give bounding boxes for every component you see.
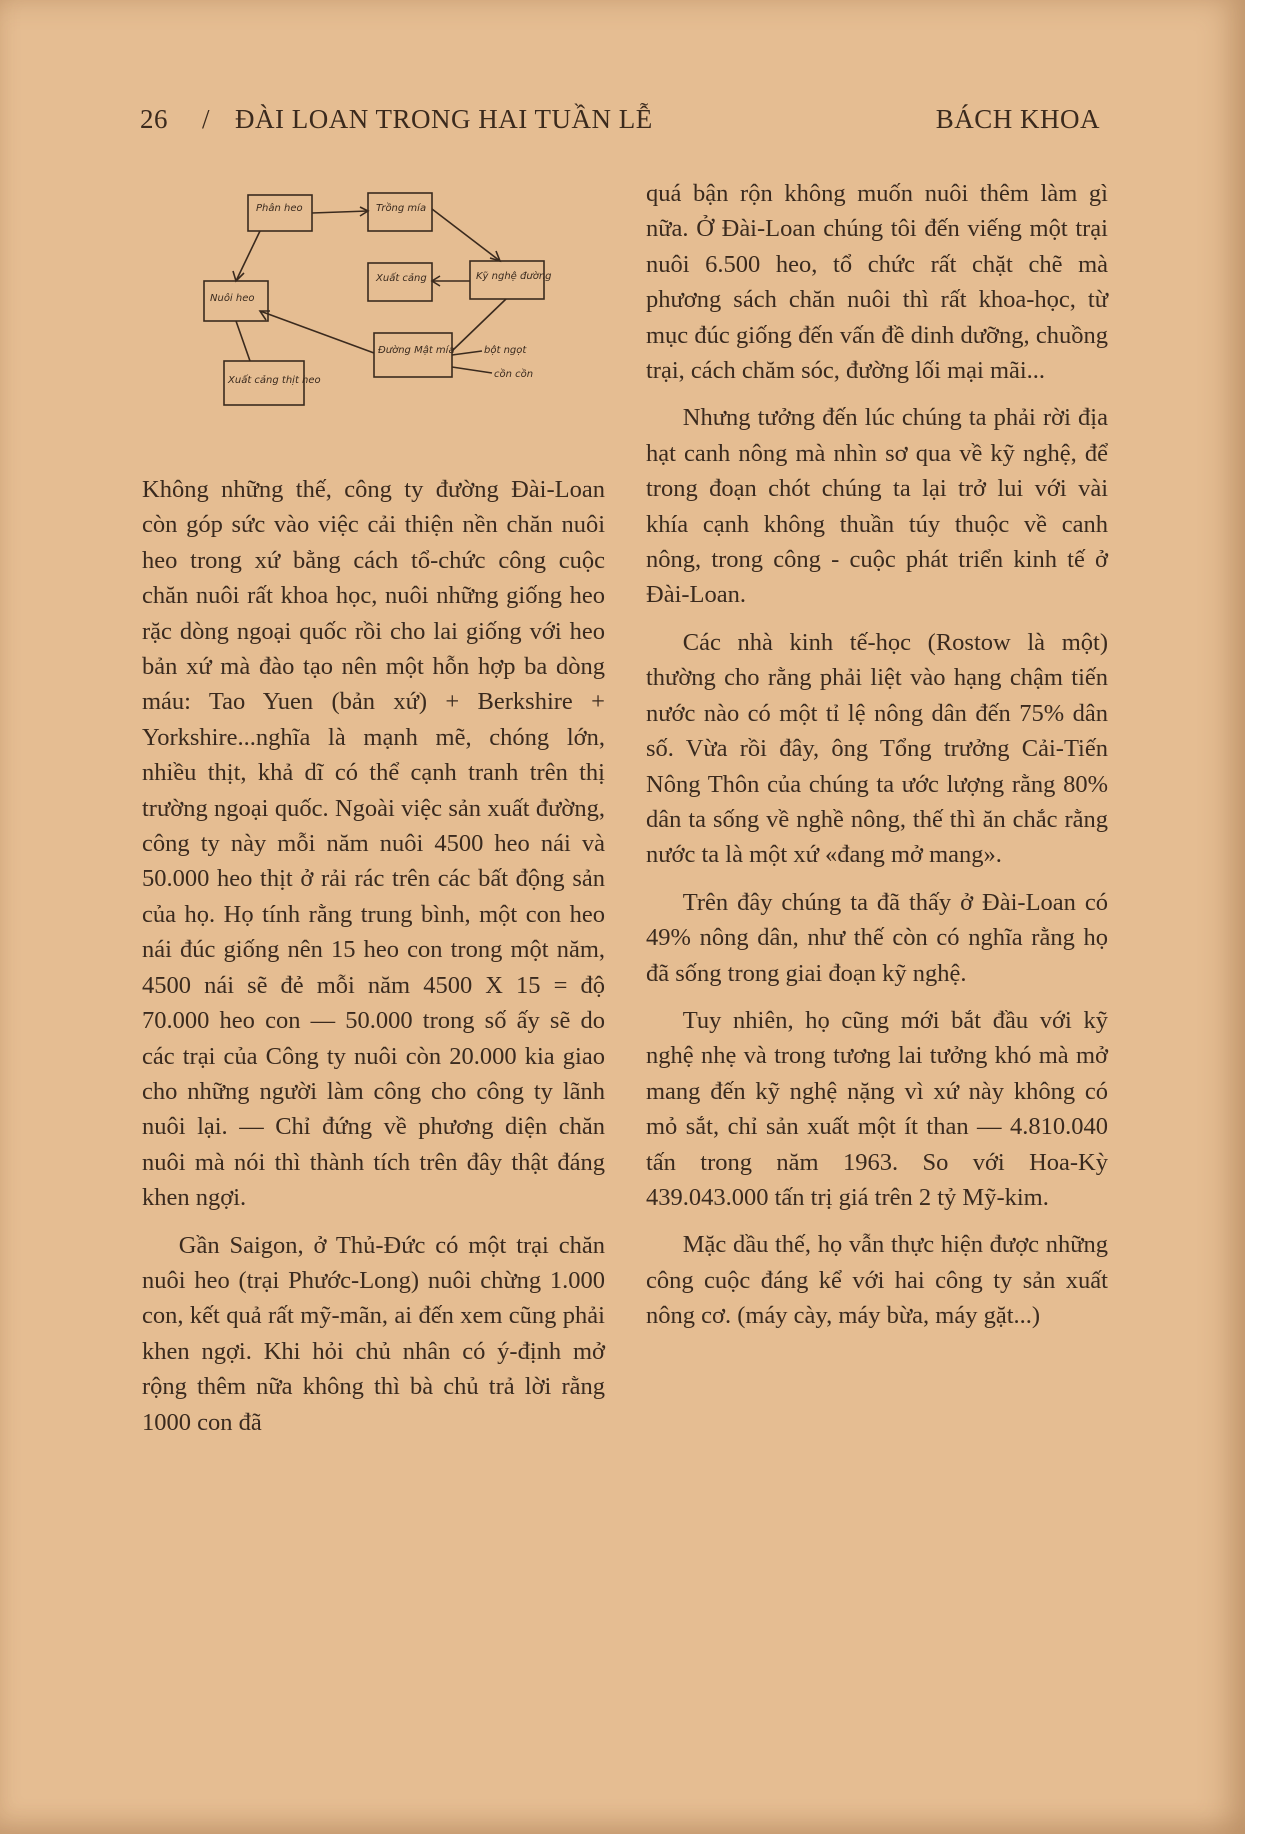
node-trong-mia-label: Trồng mía [376, 203, 427, 214]
arrow-1 [312, 211, 368, 213]
right-paragraph-1: quá bận rộn không muốn nuôi thêm làm gì nữa. Ở Đài-Loan chúng tôi đến viếng một trại nuôi 6.500 heo, tổ chức rất chặt chẽ mà phương sách chăn nuôi thì rất khoa-học, từ mục đúc giống đến vấn đề dinh dưỡng, chuồng trại, cách chăm sóc, đường lối mại mãi... [646, 180, 1108, 385]
flow-diagram [200, 183, 572, 418]
node-phan-heo-label: Phân heo [256, 203, 303, 214]
left-column [142, 472, 605, 1440]
right-paragraph-5: Tuy nhiên, họ cũng mới bắt đầu với kỹ nghệ nhẹ và trong tương lai tưởng khó mà mở mang đến kỹ nghệ nặng vì xứ này không có mỏ sắt, chỉ sản xuất một ít than — 4.810.040 tấn trong năm 1963. So với Hoa-Kỳ 439.043.000 tấn trị giá trên 2 tỷ Mỹ-kim. [646, 1006, 1108, 1211]
right-column [646, 176, 1108, 1334]
node-xuat-cang-thit-heo-label: Xuất cảng thịt heo [228, 375, 321, 386]
flow-diagram-svg [200, 183, 572, 418]
node-ky-nghe-duong-label: Kỹ nghệ đường [476, 271, 552, 282]
left-paragraph-1: Không những thế, công ty đường Đài-Loan còn góp sức vào việc cải thiện nền chăn nuôi heo trong xứ bằng cách tổ-chức công cuộc chăn nuôi rất khoa học, nuôi những giống heo rặc dòng ngoại quốc rồi cho lai giống với heo bản xứ mà đào tạo nên một hỗn hợp ba dòng máu: Tao Yuen (bản xứ) + Berkshire + Yorkshire...nghĩa là mạnh mẽ, chóng lớn, nhiều thịt, khả dĩ có thể cạnh tranh trên thị trường ngoại quốc. Ngoài việc sản xuất đường, công ty này mỗi năm nuôi 4500 heo nái và 50.000 heo thịt ở rải rác trên các bất động sản của họ. Họ tính rằng trung bình, một con heo nái đúc giống nên 15 heo con trong một năm, 4500 nái sẽ đẻ mỗi năm 4500 X 15 = độ 70.000 heo con — 50.000 trong số ấy sẽ do các trại của Công ty nuôi còn 20.000 kia giao cho những người làm công cho công ty lãnh nuôi lại. — Chỉ đứng về phương diện chăn nuôi mà nói thì thành tích trên đây thật đáng khen ngợi. [142, 476, 605, 1212]
page-number: 26 [140, 104, 168, 134]
arrow-4 [452, 299, 506, 351]
header-separator: / [202, 104, 211, 134]
arrow-5 [236, 231, 260, 281]
node-duong-mat-mia-label: Đường Mật mía [378, 345, 455, 356]
node-nuoi-heo-label: Nuôi heo [210, 293, 255, 304]
magazine-name: BÁCH KHOA [935, 104, 1100, 134]
right-paragraph-6: Mặc dầu thế, họ vẫn thực hiện được những công cuộc đáng kể với hai công ty sản xuất nông cơ. (máy cày, máy bừa, máy gặt...) [646, 1231, 1108, 1330]
article-title: ĐÀI LOAN TRONG HAI TUẦN LỄ [235, 104, 653, 134]
arrow-9 [452, 367, 492, 373]
node-bot-ngot-label: bột ngọt [484, 345, 527, 356]
node-xuat-cang-label: Xuất cảng [376, 273, 427, 284]
right-paragraph-4: Trên đây chúng ta đã thấy ở Đài-Loan có 49% nông dân, như thế còn có nghĩa rằng họ đã sống trong giai đoạn kỹ nghệ. [646, 888, 1108, 987]
right-paragraph-3: Các nhà kinh tế-học (Rostow là một) thường cho rằng phải liệt vào hạng chậm tiến nước nào có một tỉ lệ nông dân đến 75% dân số. Vừa rồi đây, ông Tổng trưởng Cải-Tiến Nông Thôn của chúng ta ước lượng rằng 80% dân ta sống về nghề nông, thế thì ăn chắc rằng nước ta là một xứ «đang mở mang». [646, 628, 1108, 869]
arrow-7 [236, 321, 250, 361]
right-paragraph-2: Nhưng tưởng đến lúc chúng ta phải rời địa hạt canh nông mà nhìn sơ qua về kỹ nghệ, để trong đoạn chót chúng ta lại trở lui với vài khía cạnh không thuần túy thuộc về canh nông, trong công - cuộc phát triển kinh tế ở Đài-Loan. [646, 404, 1108, 609]
node-con-label: cồn cồn [494, 369, 534, 380]
arrow-6 [260, 311, 374, 353]
left-paragraph-2: Gần Saigon, ở Thủ-Đức có một trại chăn nuôi heo (trại Phước-Long) nuôi chừng 1.000 con, kết quả rất mỹ-mãn, ai đến xem cũng phải khen ngợi. Khi hỏi chủ nhân có ý-định mở rộng thêm nữa không thì bà chủ trả lời rằng 1000 con đã [142, 1231, 605, 1436]
arrow-2 [432, 209, 500, 261]
arrow-8 [452, 351, 482, 355]
